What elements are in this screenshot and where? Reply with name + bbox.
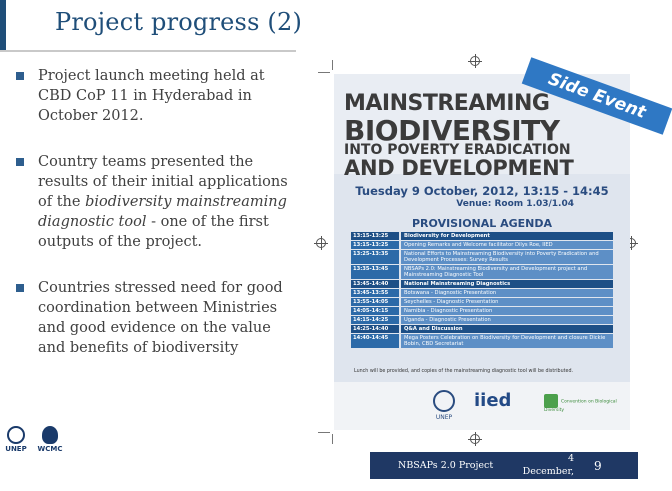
agenda-description: National Mainstreaming Diagnostics — [401, 280, 613, 288]
side-event-badge: Side Event — [522, 57, 672, 135]
agenda-row — [351, 316, 613, 324]
bullet-marker-icon — [16, 72, 24, 80]
iied-logo: iied — [474, 390, 512, 411]
bullet-item — [14, 66, 299, 126]
crop-mark — [332, 434, 333, 444]
slide-title: Project progress (2) — [55, 8, 303, 36]
agenda-time: 13:45-13:55 — [351, 289, 399, 297]
agenda-description: Namibia - Diagnostic Presentation — [401, 307, 613, 315]
slide-footer — [370, 452, 638, 490]
shield-icon — [42, 426, 58, 444]
bullet-text-post: - one of the first outputs of the project. — [38, 214, 269, 250]
agenda-description: National Efforts to Mainstreaming Biodiversity into Poverty Eradication and Development Processes: Survey Results — [401, 250, 613, 264]
agenda-description: Uganda - Diagnostic Presentation — [401, 316, 613, 324]
event-poster-image — [334, 69, 649, 430]
globe-icon — [7, 426, 25, 444]
bullet-marker-icon — [16, 284, 24, 292]
bullet-marker-icon — [16, 158, 24, 166]
unep-corner-text: UNEP — [5, 445, 27, 453]
agenda-description: Biodiversity for Development — [401, 232, 613, 240]
agenda-description: Mega Posters Celebration on Biodiversity for Development and closure Dickie Bobin, CBD Secretariat — [401, 334, 613, 348]
poster-title-line: AND DEVELOPMENT — [344, 156, 574, 180]
bullet-text-emphasis: biodiversity mainstreaming diagnostic tool — [38, 194, 287, 230]
cbd-logo — [544, 394, 630, 413]
footer-date: 4 December, 2013 — [522, 453, 574, 490]
poster-title-line: MAINSTREAMING — [344, 91, 550, 116]
globe-icon — [433, 390, 455, 412]
crop-mark — [332, 60, 333, 70]
agenda-description: Q&A and Discussion — [401, 325, 613, 333]
unep-logo-text: UNEP — [435, 414, 453, 421]
agenda-row — [351, 325, 613, 333]
bullet-list — [14, 66, 299, 384]
bullet-item — [14, 152, 299, 252]
footer-project: NBSAPs 2.0 Project — [398, 460, 494, 471]
bullet-text-pre: Country teams presented the results of their initial applications of the — [38, 154, 288, 210]
unep-corner-logo — [2, 426, 30, 453]
title-rule — [0, 50, 296, 52]
poster-agenda-title: PROVISIONAL AGENDA — [411, 217, 553, 230]
agenda-row — [351, 265, 613, 279]
agenda-description: Opening Remarks and Welcome facilitator Dilys Roe, IIED — [401, 241, 613, 249]
poster-note: Lunch will be provided, and copies of the mainstreaming diagnostic tool will be distributed. — [354, 369, 574, 374]
crop-mark — [318, 432, 330, 433]
page-number: 9 — [594, 459, 602, 473]
poster-agenda-table — [351, 232, 613, 349]
registration-mark-icon — [316, 238, 326, 248]
bullet-text: Project launch meeting held at CBD CoP 11 in Hyderabad in October 2012. — [38, 68, 265, 124]
agenda-row — [351, 307, 613, 315]
agenda-description: Seychelles - Diagnostic Presentation — [401, 298, 613, 306]
bullet-text: Countries stressed need for good coordination between Ministries and good evidence on the value and benefits of biodiversity — [38, 280, 283, 356]
registration-mark-icon — [470, 56, 480, 66]
agenda-time: 13:55-14:05 — [351, 298, 399, 306]
registration-mark-icon — [470, 434, 480, 444]
agenda-time: 14:25-14:40 — [351, 325, 399, 333]
agenda-row — [351, 232, 613, 240]
agenda-row — [351, 334, 613, 348]
agenda-row — [351, 289, 613, 297]
crop-mark — [318, 72, 330, 73]
agenda-time: 14:15-14:25 — [351, 316, 399, 324]
agenda-row — [351, 298, 613, 306]
agenda-time: 13:35-13:45 — [351, 265, 399, 279]
wcmc-corner-text: WCMC — [37, 445, 63, 453]
agenda-row — [351, 241, 613, 249]
bullet-item — [14, 278, 299, 358]
cbd-logo-text: Convention on Biological Diversity — [544, 399, 617, 413]
unep-logo — [429, 390, 459, 421]
poster-venue: Venue: Room 1.03/1.04 — [456, 199, 574, 209]
poster-logo-strip — [334, 382, 630, 430]
poster-title-line: INTO POVERTY ERADICATION — [344, 142, 571, 158]
agenda-time: 13:25-13:35 — [351, 250, 399, 264]
agenda-time: 13:15-13:25 — [351, 232, 399, 240]
title-accent-bar — [0, 0, 6, 50]
agenda-description: Botswana - Diagnostic Presentation — [401, 289, 613, 297]
agenda-row — [351, 280, 613, 288]
agenda-time: 14:40-14:45 — [351, 334, 399, 348]
agenda-time: 13:45-14:40 — [351, 280, 399, 288]
poster-title-line: BIODIVERSITY — [344, 114, 560, 147]
agenda-time: 14:05-14:15 — [351, 307, 399, 315]
leaf-icon — [544, 394, 558, 408]
agenda-time: 13:15-13:25 — [351, 241, 399, 249]
agenda-row — [351, 250, 613, 264]
agenda-description: NBSAPs 2.0: Mainstreaming Biodiversity and Development project and Mainstreaming Diagnostic Tool — [401, 265, 613, 279]
poster-date: Tuesday 9 October, 2012, 13:15 - 14:45 — [355, 184, 609, 198]
wcmc-corner-logo — [32, 426, 68, 453]
